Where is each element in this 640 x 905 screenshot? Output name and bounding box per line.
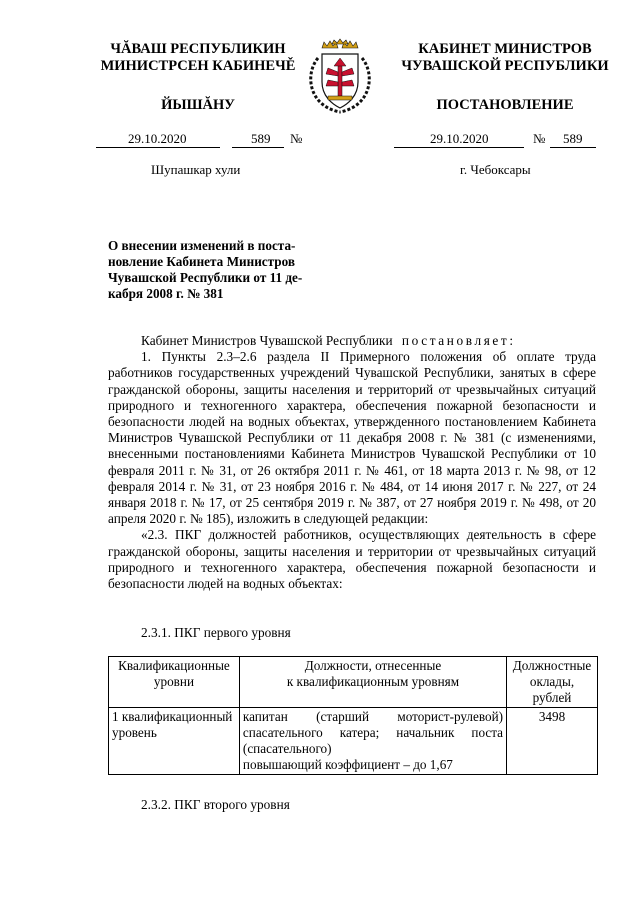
header-right-doc-type: ПОСТАНОВЛЕНИЕ: [436, 97, 574, 113]
right-number-sign: №: [533, 131, 546, 146]
table-cell-positions: [239, 708, 506, 775]
subject-line3: Чувашской Республики от 11 де-: [108, 270, 303, 285]
intro-text: Кабинет Министров Чувашской Республики: [141, 333, 393, 348]
header-left-title: [88, 41, 308, 75]
table-row: [109, 708, 598, 775]
document-body: [108, 333, 596, 592]
left-number: 589: [251, 131, 271, 146]
right-city: г. Чебоксары: [460, 162, 531, 177]
paragraph-1: 1. Пункты 2.3–2.6 раздела II Примерного положения об оплате труда работников государственных учреждений Чувашской Республики, занятых в сфере гражданской обороны, защиты населения и территорий от чрезвычайных ситуаций природного и техногенного характера, обеспечения пожарной безопасности и безопасности людей на водных объектах, утвержденного постановлением Кабинета Министров Чувашской Республики от 11 декабря 2008 г. № 381 (с изменениями, внесенными постановлениями Кабинета Министров Чувашской Республики от 10 февраля 2011 г. № 31, от 26 октября 2011 г. № 461, от 18 марта 2013 г. № 98, от 12 февраля 2014 г. № 31, от 23 ноября 2016 г. № 484, от 14 июня 2017 г. № 227, от 24 января 2018 г. № 17, от 25 сентября 2019 г. № 387, от 27 ноября 2019 г. № 498, от 20 апреля 2020 г. № 185), изложить в следующей редакции:: [108, 349, 596, 527]
chuvash-coat-of-arms-icon: [298, 38, 382, 116]
intro-decree: постановляет:: [401, 333, 516, 348]
coefficient-text: повышающий коэффициент – до 1,67: [242, 757, 453, 772]
table-header-level: Квалификационные уровни: [109, 657, 240, 708]
table-cell-level: 1 квалификационный уровень: [109, 708, 240, 775]
header-right-line1: КАБИНЕТ МИНИСТРОВ: [418, 41, 592, 57]
table-header-positions-line1: Должности, отнесенные: [304, 658, 442, 673]
left-city: Шупашкар хули: [151, 162, 241, 177]
subject-line1: О внесении изменений в поста-: [108, 238, 296, 253]
emblem-ground: [328, 96, 352, 100]
section-231-heading: 2.3.1. ПКГ первого уровня: [141, 625, 291, 640]
paragraph-2: «2.3. ПКГ должностей работников, осуществляющих деятельность в сфере гражданской обороны, защиты населения и территории от чрезвычайных ситуаций природного и техногенного характера, обеспечения пожарной безопасности и безопасности людей на водных объектах:: [108, 527, 596, 592]
left-date-underline: [96, 147, 220, 148]
right-date: 29.10.2020: [430, 131, 489, 146]
subject-line2: новление Кабинета Министров: [108, 254, 296, 269]
emblem-crowns: [322, 39, 358, 48]
header-right-line2: ЧУВАШСКОЙ РЕСПУБЛИКИ: [401, 58, 609, 74]
document-subject: [108, 238, 322, 302]
left-date: 29.10.2020: [128, 131, 187, 146]
intro-paragraph: [108, 333, 596, 349]
header-left-line2: МИНИСТРСЕН КАБИНЕЧĚ: [100, 58, 296, 74]
table-header-positions-line2: к квалификационным уровням: [286, 674, 460, 689]
table-cell-salary: 3498: [507, 708, 598, 775]
subject-line4: кабря 2008 г. № 381: [108, 286, 224, 301]
right-date-underline: [394, 147, 524, 148]
right-number-underline: [550, 147, 596, 148]
header-right-title: [380, 41, 630, 75]
positions-text: капитан (старший моторист-рулевой) спасательного катера; начальник поста (спасательного): [242, 709, 504, 756]
header-left-line1: ЧĂВАШ РЕСПУБЛИКИН: [110, 41, 286, 57]
table-header-row: [109, 657, 598, 708]
section-232-heading: 2.3.2. ПКГ второго уровня: [141, 797, 290, 812]
table-header-salary: Должностные оклады, рублей: [507, 657, 598, 708]
left-number-sign: №: [290, 131, 303, 146]
left-number-underline: [232, 147, 284, 148]
salary-table: [108, 656, 598, 775]
right-number: 589: [563, 131, 583, 146]
table-header-positions: [239, 657, 506, 708]
header-left-doc-type: ЙЫШĂНУ: [161, 97, 235, 113]
